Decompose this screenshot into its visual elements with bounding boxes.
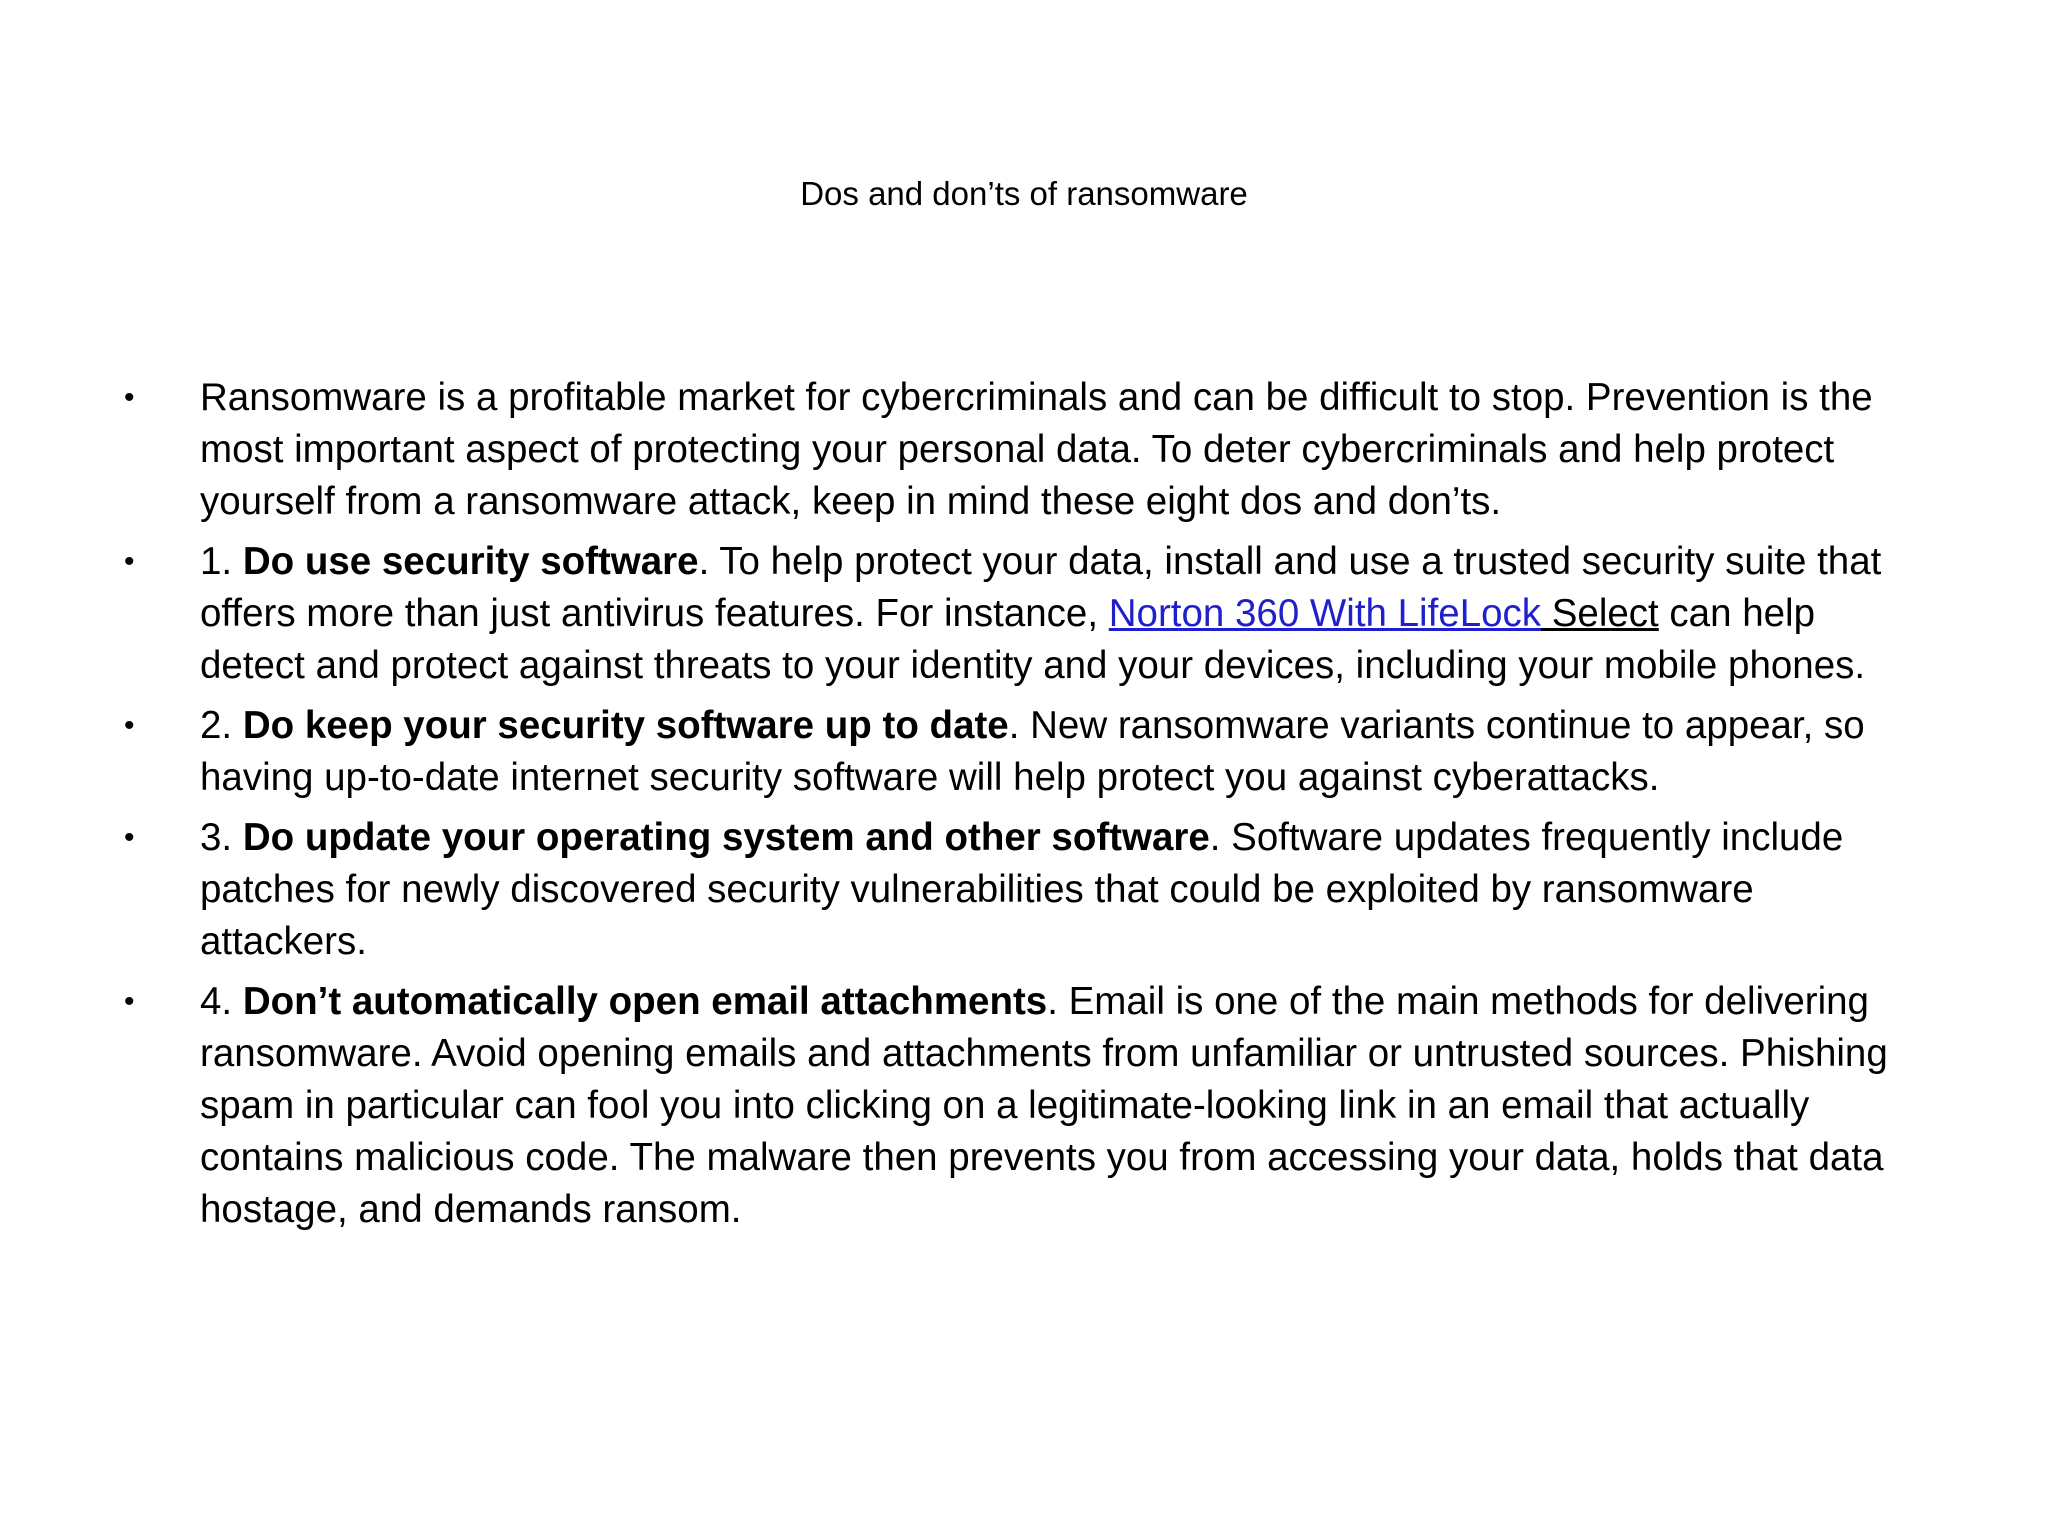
item-text-line: hostage, and demands ransom. (200, 1188, 742, 1231)
item-number: 3. (200, 816, 233, 859)
item-text-line: spam in particular can fool you into clicking on a legitimate-looking link in an email that actually (200, 1084, 1810, 1127)
list-item (124, 372, 1954, 528)
bullet-icon: • (124, 709, 135, 742)
item-text: can help (1658, 592, 1815, 635)
item-number: 2. (200, 704, 233, 747)
bullet-icon: • (124, 821, 135, 854)
item-text-line: yourself from a ransomware attack, keep in mind these eight dos and don’ts. (200, 480, 1502, 523)
item-text: . Software updates frequently include (1209, 816, 1844, 859)
link-suffix[interactable]: Select (1541, 592, 1659, 635)
item-text-line: Ransomware is a profitable market for cybercriminals and can be difficult to stop. Prevention is the (200, 376, 1873, 419)
item-text-line (200, 588, 1954, 640)
bullet-icon: • (124, 985, 135, 1018)
item-text-line: having up-to-date internet security software will help protect you against cyberattacks. (200, 756, 1660, 799)
item-number: 1. (200, 540, 233, 583)
item-text: . New ransomware variants continue to appear, so (1008, 704, 1865, 747)
item-text: offers more than just antivirus features. For instance, (200, 592, 1109, 635)
item-text: . To help protect your data, install and use a trusted security suite that (698, 540, 1882, 583)
item-heading: Do keep your security software up to date (242, 704, 1009, 747)
item-text-line (200, 536, 1954, 588)
item-text-line: attackers. (200, 920, 367, 963)
item-heading: Don’t automatically open email attachments (242, 980, 1048, 1023)
item-heading: Do update your operating system and other software (242, 816, 1210, 859)
list-item (124, 976, 1954, 1236)
item-text-line: patches for newly discovered security vulnerabilities that could be exploited by ransomware (200, 868, 1754, 911)
bullet-icon: • (124, 381, 135, 414)
list-item (124, 700, 1954, 804)
norton-link[interactable]: Norton 360 With LifeLock (1108, 592, 1542, 635)
item-text-line (200, 700, 1954, 752)
item-text-line (200, 976, 1954, 1028)
list-item (124, 812, 1954, 968)
item-text-line: detect and protect against threats to your identity and your devices, including your mobile phones. (200, 644, 1866, 687)
item-text-line: contains malicious code. The malware then prevents you from accessing your data, holds that data (200, 1136, 1884, 1179)
list-item (124, 536, 1954, 692)
item-text-line: most important aspect of protecting your personal data. To deter cybercriminals and help protect (200, 428, 1835, 471)
item-heading: Do use security software (242, 540, 699, 583)
bullet-list (124, 372, 1954, 1244)
slide-title: Dos and don’ts of ransomware (800, 175, 1248, 212)
item-text-line: ransomware. Avoid opening emails and attachments from unfamiliar or untrusted sources. Phishing (200, 1032, 1888, 1075)
item-text-line (200, 812, 1954, 864)
item-text: . Email is one of the main methods for delivering (1047, 980, 1869, 1023)
bullet-icon: • (124, 545, 135, 578)
item-number: 4. (200, 980, 233, 1023)
